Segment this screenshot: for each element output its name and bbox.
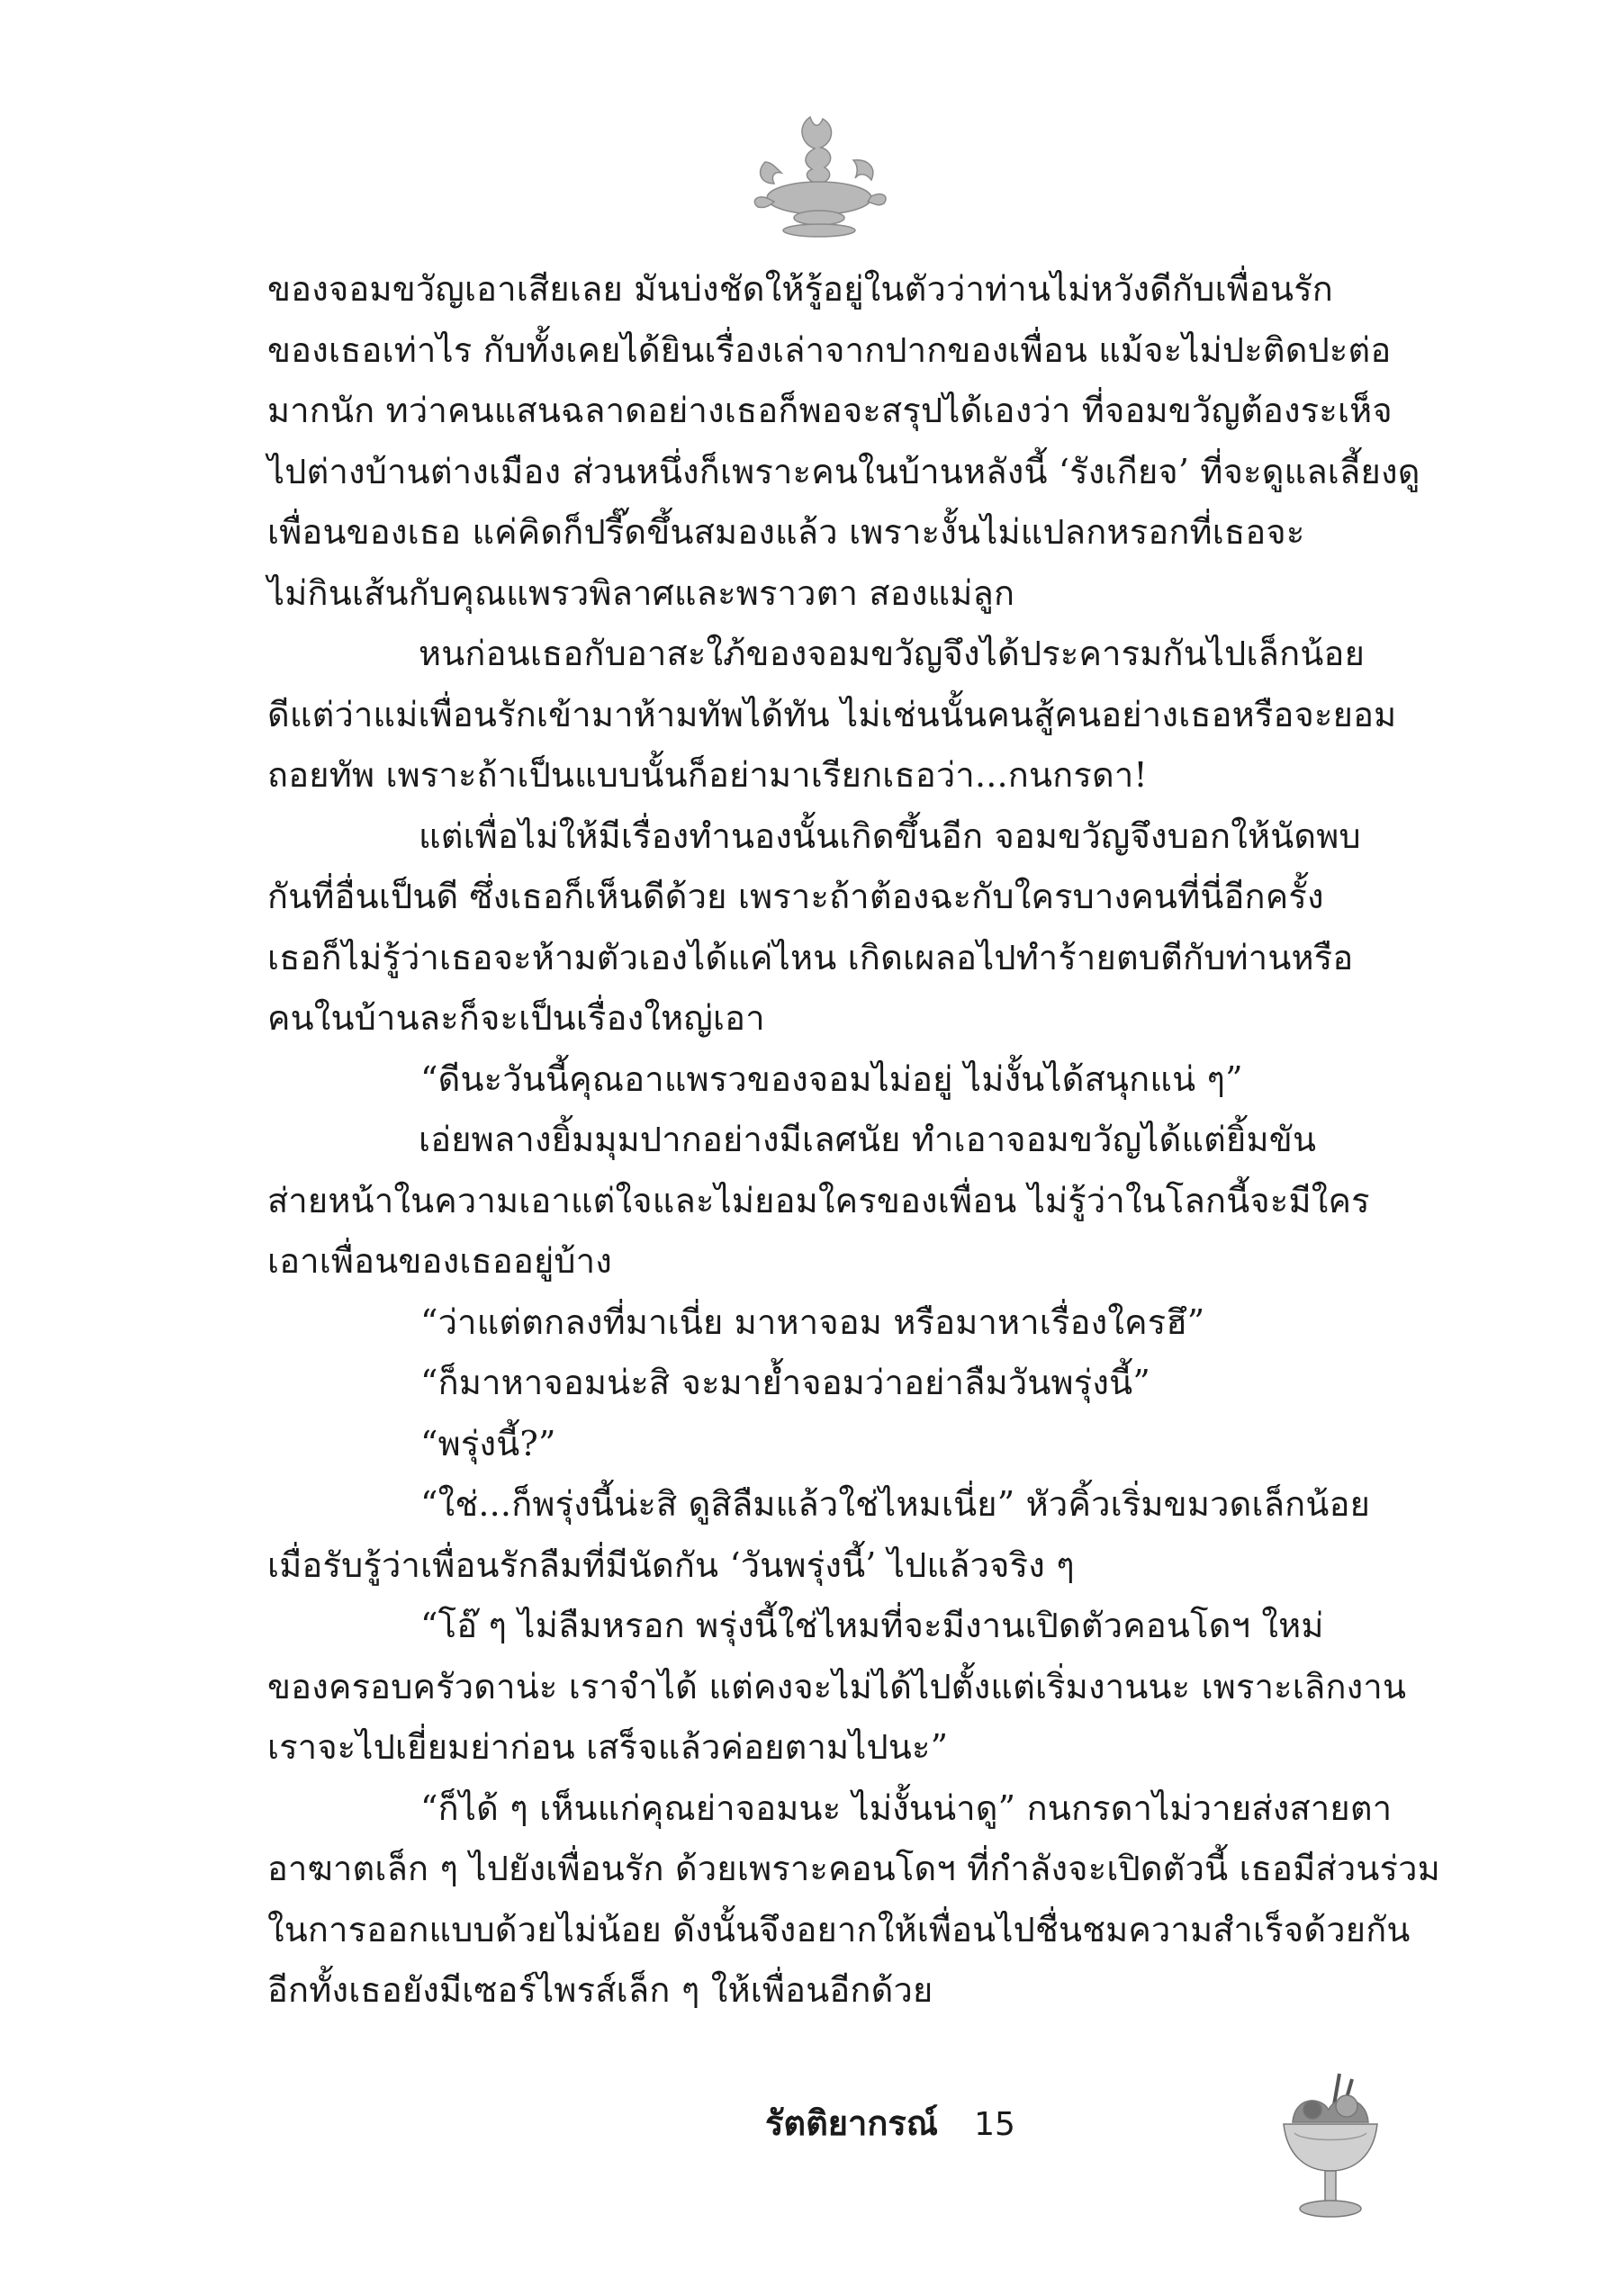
text-line: ของจอมขวัญเอาเสียเลย มันบ่งชัดให้รู้อยู่ในตัวว่าท่านไม่หวังดีกับเพื่อนรัก bbox=[267, 269, 1334, 309]
paragraph-first-line: หนก่อนเธอกับอาสะใภ้ของจอมขวัญจึงได้ประคารมกันไปเล็กน้อย bbox=[419, 634, 1366, 673]
text-line: เธอก็ไม่รู้ว่าเธอจะห้ามตัวเองได้แค่ไหน เกิดเผลอไปทำร้ายตบตีกับท่านหรือ bbox=[267, 937, 1354, 977]
text-line: ในการออกแบบด้วยไม่น้อย ดังนั้นจึงอยากให้เพื่อนไปชื่นชมความสำเร็จด้วยกัน bbox=[267, 1909, 1411, 1949]
dialogue-line: “ก็ได้ ๆ เห็นแก่คุณย่าจอมนะ ไม่งั้นน่าดู” กนกรดาไม่วายส่งสายตา bbox=[420, 1787, 1393, 1828]
dialogue-line: “ว่าแต่ตกลงที่มาเนี่ย มาหาจอม หรือมาหาเรื่องใครฮึ” bbox=[420, 1301, 1205, 1342]
paragraph-first-line: แต่เพื่อไม่ให้มีเรื่องทำนองนั้นเกิดขึ้นอีก จอมขวัญจึงบอกให้นัดพบ bbox=[419, 815, 1361, 856]
dessert-glass-ornament bbox=[1276, 2070, 1384, 2223]
text-line: ถอยทัพ เพราะถ้าเป็นแบบนั้นก็อย่ามาเรียกเธอว่า...กนกรดา! bbox=[267, 755, 1148, 795]
dialogue-line: “ก็มาหาจอมน่ะสิ จะมาย้ำจอมว่าอย่าลืมวันพรุ่งนี้” bbox=[420, 1363, 1150, 1402]
text-line: ไปต่างบ้านต่างเมือง ส่วนหนึ่งก็เพราะคนในบ้านหลังนี้ ‘รังเกียจ’ ที่จะดูแลเลี้ยงดู bbox=[267, 451, 1420, 491]
body-text bbox=[267, 259, 1440, 2021]
text-line: ส่ายหน้าในความเอาแต่ใจและไม่ยอมใครของเพื่อน ไม่รู้ว่าในโลกนี้จะมีใคร bbox=[267, 1180, 1370, 1220]
dialogue-line: “โอ๊ ๆ ไม่ลืมหรอก พรุ่งนี้ใช่ไหมที่จะมีงานเปิดตัวคอนโดฯ ใหม่ bbox=[420, 1606, 1324, 1645]
page-footer bbox=[765, 2070, 1395, 2250]
text-line: เราจะไปเยี่ยมย่าก่อน เสร็จแล้วค่อยตามไปนะ” bbox=[267, 1727, 949, 1767]
text-line: มากนัก ทว่าคนแสนฉลาดอย่างเธอก็พอจะสรุปได้เองว่า ที่จอมขวัญต้องระเห็จ bbox=[267, 391, 1393, 430]
text-line: เมื่อรับรู้ว่าเพื่อนรักลืมที่มีนัดกัน ‘วันพรุ่งนี้’ ไปแล้วจริง ๆ bbox=[267, 1544, 1075, 1585]
genie-lamp-ornament bbox=[747, 108, 891, 243]
text-line: อาฆาตเล็ก ๆ ไปยังเพื่อนรัก ด้วยเพราะคอนโดฯ ที่กำลังจะเปิดตัวนี้ เธอมีส่วนร่วม bbox=[267, 1849, 1440, 1888]
text-line: อีกทั้งเธอยังมีเซอร์ไพรส์เล็ก ๆ ให้เพื่อนอีกด้วย bbox=[267, 1970, 933, 2010]
book-title: รัตติยากรณ์ bbox=[765, 2102, 939, 2143]
text-line: เอาเพื่อนของเธออยู่บ้าง bbox=[267, 1241, 613, 1281]
text-line: ของเธอเท่าไร กับทั้งเคยได้ยินเรื่องเล่าจากปากของเพื่อน แม้จะไม่ปะติดปะต่อ bbox=[267, 329, 1392, 370]
text-line: ไม่กินเส้นกับคุณแพรวพิลาศและพราวตา สองแม่ลูก bbox=[267, 572, 1015, 613]
text-line: ดีแต่ว่าแม่เพื่อนรักเข้ามาห้ามทัพได้ทัน ไม่เช่นนั้นคนสู้คนอย่างเธอหรือจะยอม bbox=[267, 694, 1397, 734]
text-line: คนในบ้านละก็จะเป็นเรื่องใหญ่เอา bbox=[267, 998, 765, 1038]
text-line: กันที่อื่นเป็นดี ซึ่งเธอก็เห็นดีด้วย เพราะถ้าต้องฉะกับใครบางคนที่นี่อีกครั้ง bbox=[267, 877, 1324, 916]
paragraph-first-line: เอ่ยพลางยิ้มมุมปากอย่างมีเลศนัย ทำเอาจอมขวัญได้แต่ยิ้มขัน bbox=[419, 1120, 1317, 1159]
text-line: ของครอบครัวดาน่ะ เราจำได้ แต่คงจะไม่ได้ไปตั้งแต่เริ่มงานนะ เพราะเลิกงาน bbox=[267, 1666, 1407, 1706]
text-line: เพื่อนของเธอ แค่คิดก็ปรี๊ดขึ้นสมองแล้ว เพราะงั้นไม่แปลกหรอกที่เธอจะ bbox=[267, 512, 1305, 552]
footer-text bbox=[765, 2095, 1015, 2150]
dialogue-line: “พรุ่งนี้?” bbox=[420, 1423, 556, 1463]
page-number: 15 bbox=[974, 2106, 1015, 2143]
dialogue-line: “ดีนะวันนี้คุณอาแพรวของจอมไม่อยู่ ไม่งั้นได้สนุกแน่ ๆ” bbox=[420, 1058, 1243, 1099]
dialogue-line: “ใช่...ก็พรุ่งนี้น่ะสิ ดูสิลืมแล้วใช่ไหมเนี่ย” หัวคิ้วเริ่มขมวดเล็กน้อย bbox=[420, 1484, 1371, 1524]
